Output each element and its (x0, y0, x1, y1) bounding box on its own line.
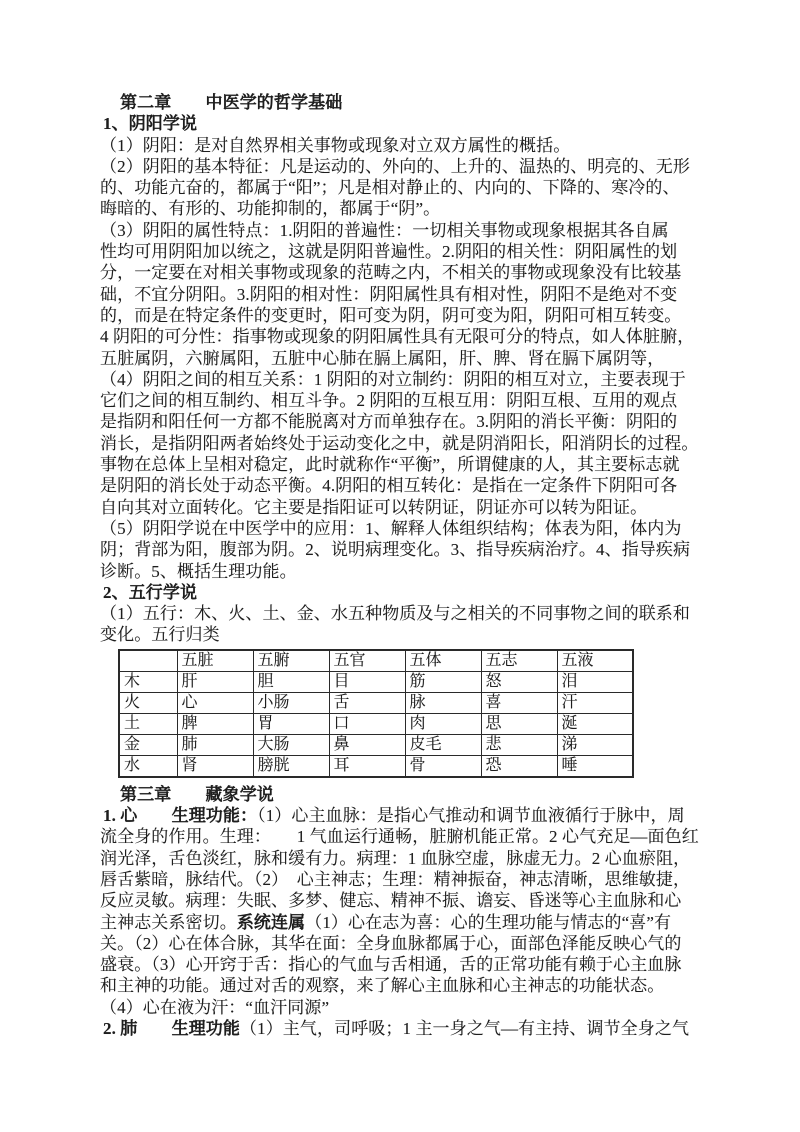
table-header-row (119, 650, 633, 672)
bold-text-segment: 第二章 中医学的哲学基础 (120, 93, 343, 112)
text-line (100, 518, 706, 539)
table-cell: 肺 (177, 734, 253, 755)
text-line (100, 805, 706, 826)
table-cell: 泪 (557, 671, 633, 692)
text-segment: 五脏属阴，六腑属阳，五脏中心肺在膈上属阳，肝、脾、肾在膈下属阴等， (100, 348, 665, 368)
table-cell: 肾 (177, 755, 253, 777)
text-line (100, 561, 706, 582)
document-content (100, 92, 706, 1039)
text-line (100, 912, 706, 933)
five-elements-table (118, 649, 634, 778)
table-row (119, 671, 633, 692)
text-segment: 反应灵敏。病理：失眠、多梦、健忘、精神不振、谵妄、昏迷等心主血脉和心 (100, 891, 682, 911)
text-segment: 的、功能亢奋的，都属于“阳”；凡是相对静止的、内向的、下降的、寒冷的、 (100, 178, 680, 198)
text-segment: 诊断。5、概括生理功能。 (100, 561, 297, 581)
text-segment: 4 阴阳的可分性：指事物或现象的阴阳属性具有无限可分的特点，如人体脏腑， (100, 327, 695, 347)
text-line (100, 113, 706, 134)
text-line (100, 369, 706, 390)
table-cell: 大肠 (253, 734, 329, 755)
text-line (100, 305, 706, 326)
bold-text-segment: 1. 心 生理功能： (103, 806, 258, 826)
text-line (100, 241, 706, 262)
table-cell: 小肠 (253, 692, 329, 713)
table-cell: 舌 (329, 692, 405, 713)
table-cell: 心 (177, 692, 253, 713)
table-cell: 怒 (481, 671, 557, 692)
table-cell: 火 (119, 692, 177, 713)
table-header-cell: 五腑 (253, 650, 329, 672)
text-line (100, 156, 706, 177)
table-cell: 思 (481, 713, 557, 734)
table-cell: 喜 (481, 692, 557, 713)
text-line (100, 411, 706, 432)
table-cell: 水 (119, 755, 177, 777)
text-line (100, 1018, 706, 1039)
text-segment: （1）心在志为喜：心的生理功能与情志的“喜”有 (305, 912, 672, 932)
table-header-cell: 五液 (557, 650, 633, 672)
text-line (100, 92, 706, 113)
table-cell: 土 (119, 713, 177, 734)
section-chapter2-yinyang (100, 92, 706, 646)
table-row (119, 755, 633, 777)
table-header-cell: 五脏 (177, 650, 253, 672)
table-header-cell: 五志 (481, 650, 557, 672)
text-line (100, 603, 706, 624)
text-segment: 自向其对立面转化。它主要是指阳证可以转阴证，阴证亦可以转为阳证。 (100, 497, 648, 517)
text-line (100, 975, 706, 996)
table-cell: 木 (119, 671, 177, 692)
text-line (100, 890, 706, 911)
bold-text-segment: 2、五行学说 (103, 582, 198, 602)
bold-text-segment: 第三章 藏象学说 (120, 784, 274, 804)
text-line (100, 539, 706, 560)
text-segment: 盛衰。（3）心开窍于舌：指心的气血与舌相通，舌的正常功能有赖于心主血脉 (100, 955, 682, 975)
text-segment: 分，一定要在对相关事物或现象的范畴之内，不相关的事物或现象没有比较基 (100, 263, 682, 283)
text-line (100, 869, 706, 890)
table-cell: 耳 (329, 755, 405, 777)
text-line (100, 390, 706, 411)
text-line (100, 933, 706, 954)
table-cell: 金 (119, 734, 177, 755)
table-row (119, 692, 633, 713)
table-cell: 脉 (405, 692, 481, 713)
text-line (100, 135, 706, 156)
text-line (100, 326, 706, 347)
table-cell: 皮毛 (405, 734, 481, 755)
text-segment: 是指阴和阳任何一方都不能脱离对方而单独存在。3.阴阳的消长平衡：阴阳的 (100, 412, 678, 432)
bold-text-segment: 1、阴阳学说 (103, 114, 198, 134)
table-row (119, 734, 633, 755)
table-cell: 胆 (253, 671, 329, 692)
text-line (100, 220, 706, 241)
text-segment: （1）心主血脉：是指心气推动和调节血液循行于脉中，周 (257, 806, 685, 826)
text-segment: 阴；背部为阳，腹部为阴。2、说明病理变化。3、指导疾病治疗。4、指导疾病 (100, 540, 691, 560)
text-segment: （3）阴阳的属性特点：1.阴阳的普遍性：一切相关事物或现象根据其各自属 (100, 220, 669, 240)
text-segment: 的，而是在特定条件的变更时，阳可变为阴，阴可变为阳，阴阳可相互转变。 (100, 305, 682, 325)
table-cell: 汗 (557, 692, 633, 713)
table-cell: 恐 (481, 755, 557, 777)
text-segment: 础，不宜分阴阳。3.阴阳的相对性：阴阳属性具有相对性，阴阳不是绝对不变 (100, 284, 678, 304)
text-segment: （4）心在液为汗：“血汗同源” (100, 997, 330, 1017)
text-segment: （1）主气，司呼吸；1 主一身之气—有主持、调节全身之气 (240, 1018, 690, 1038)
text-segment: 变化。五行归类 (100, 625, 220, 645)
text-line (100, 954, 706, 975)
text-line (100, 624, 706, 645)
text-segment: （4）阴阳之间的相互关系：1 阴阳的对立制约：阴阳的相互对立，主要表现于 (100, 369, 686, 389)
bold-text-segment: 2. 肺 生理功能 (103, 1018, 240, 1038)
text-segment: 主神志关系密切。 (100, 912, 237, 932)
table-cell: 鼻 (329, 734, 405, 755)
table-cell: 涎 (557, 713, 633, 734)
text-line (100, 284, 706, 305)
text-line (100, 784, 706, 805)
text-line (100, 198, 706, 219)
table-cell: 脾 (177, 713, 253, 734)
text-segment: 事物在总体上呈相对稳定，此时就称作“平衡”，所谓健康的人，其主要标志就 (100, 455, 680, 475)
table-cell: 膀胱 (253, 755, 329, 777)
text-segment: 是阴阳的消长处于动态平衡。4.阴阳的相互转化：是指在一定条件下阴阳可各 (100, 476, 678, 496)
table-cell: 口 (329, 713, 405, 734)
text-line (100, 826, 706, 847)
text-line (100, 582, 706, 603)
table-cell: 唾 (557, 755, 633, 777)
text-segment: 和主神的功能。通过对舌的观察，来了解心主血脉和心主神志的功能状态。 (100, 976, 665, 996)
text-segment: 它们之间的相互制约、相互斗争。2 阴阳的互根互用：阴阳互根、互用的观点 (100, 391, 678, 411)
table-cell: 肉 (405, 713, 481, 734)
text-segment: （1）阴阳：是对自然界相关事物或现象对立双方属性的概括。 (100, 135, 571, 155)
text-segment: 流全身的作用。生理： 1 气血运行通畅，脏腑机能正常。2 心气充足—面色红 (100, 827, 699, 847)
text-line (100, 348, 706, 369)
text-segment: 关。（2）心在体合脉，其华在面：全身血脉都属于心，面部色泽能反映心气的 (100, 933, 682, 953)
text-segment: （1）五行：木、火、土、金、水五种物质及与之相关的不同事物之间的联系和 (100, 604, 690, 624)
table-cell: 筋 (405, 671, 481, 692)
table-row (119, 713, 633, 734)
table-cell: 涕 (557, 734, 633, 755)
text-line (100, 177, 706, 198)
text-segment: 唇舌紫暗，脉结代。（2） 心主神志；生理：精神振奋，神志清晰，思维敏捷， (100, 869, 691, 889)
text-line (100, 997, 706, 1018)
table-cell: 肝 (177, 671, 253, 692)
text-line (100, 497, 706, 518)
table-cell: 悲 (481, 734, 557, 755)
text-segment: 性均可用阴阳加以统之，这就是阴阳普遍性。2.阴阳的相关性：阴阳属性的划 (100, 242, 678, 262)
bold-text-segment: 系统连属 (236, 912, 306, 932)
section-chapter3-zangxiang (100, 784, 706, 1040)
table-header-cell (119, 650, 177, 672)
table-cell: 目 (329, 671, 405, 692)
text-segment: （2）阴阳的基本特征：凡是运动的、外向的、上升的、温热的、明亮的、无形 (100, 156, 690, 176)
table-cell: 骨 (405, 755, 481, 777)
text-line (100, 262, 706, 283)
text-line (100, 848, 706, 869)
text-segment: 晦暗的、有形的、功能抑制的，都属于“阴”。 (100, 199, 441, 219)
text-line (100, 475, 706, 496)
table-header-cell: 五体 (405, 650, 481, 672)
text-line (100, 454, 706, 475)
text-segment: （5）阴阳学说在中医学中的应用：1、解释人体组织结构；体表为阳，体内为 (100, 518, 682, 538)
text-segment: 润光泽，舌色淡红，脉和缓有力。病理：1 血脉空虚，脉虚无力。2 心血瘀阻， (100, 848, 691, 868)
table-header-cell: 五官 (329, 650, 405, 672)
text-segment: 消长，是指阴阳两者始终处于运动变化之中，就是阴消阳长，阳消阴长的过程。 (100, 433, 699, 453)
table-cell: 胃 (253, 713, 329, 734)
text-line (100, 433, 706, 454)
